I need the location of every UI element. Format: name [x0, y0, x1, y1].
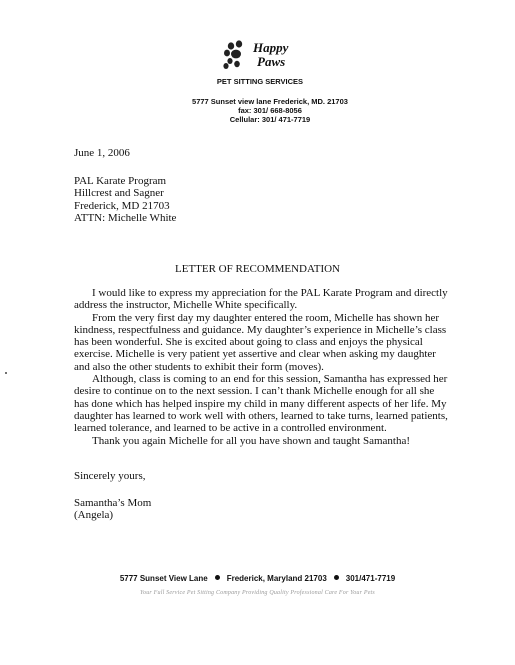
recipient-line: Frederick, MD 21703	[74, 199, 170, 212]
letterhead-cellular: Cellular: 301/ 471-7719	[229, 115, 311, 124]
footer-city: Frederick, Maryland 21703	[226, 574, 327, 583]
service-name: PET SITTING SERVICES	[216, 77, 304, 86]
signature-line: Samantha’s Mom	[74, 497, 152, 509]
letterhead-address: 5777 Sunset view lane Frederick, MD. 21703	[192, 97, 348, 106]
company-logo	[222, 40, 342, 76]
footer-address: 5777 Sunset View Lane	[119, 574, 208, 583]
body-paragraph: From the very first day my daughter entered the room, Michelle has shown her kindness, respectfulness and guidance. My daughter’s experience in Michelle’s class has been wonderful. She is excited about going to class and enjoys the physical exercise. Michelle is very patient yet assertive and clear when asking my daughter and also the other students to exhibit their form (moves).	[74, 311, 447, 373]
letter-date: June 1, 2006	[74, 147, 130, 159]
letterhead-contact	[150, 97, 390, 124]
recipient-block	[74, 175, 176, 224]
logo-text	[253, 41, 288, 69]
body-paragraph: Thank you again Michelle for all you have shown and taught Samantha!	[92, 434, 410, 447]
logo-line-2: Paws	[257, 54, 286, 69]
recipient-line: Hillcrest and Sagner	[74, 187, 164, 200]
scan-speck	[5, 372, 7, 374]
bullet-icon	[334, 575, 339, 580]
body-paragraph: Although, class is coming to an end for this session, Samantha has expressed her desire to continue on to the next session. I can’t thank Michelle enough for all she has done which has helped inspire my child in many different aspects of her life. My daughter has learned to work well with others, learned to take turns, learned patients, learned tolerance, and learned to be active in a controlled environment.	[74, 373, 448, 435]
letter-body	[74, 287, 450, 447]
signature-block	[74, 497, 151, 522]
bullet-icon	[215, 575, 220, 580]
letter-title: LETTER OF RECOMMENDATION	[175, 263, 340, 275]
logo-line-1: Happy	[253, 40, 289, 55]
footer-tagline: Your Full Service Pet Sitting Company Providing Quality Professional Care For Your Pets	[140, 590, 375, 596]
body-paragraph: I would like to express my appreciation for the PAL Karate Program and directly address the instructor, Michelle White specifically.	[74, 287, 448, 312]
signature-line: (Angela)	[74, 509, 114, 522]
recipient-line: PAL Karate Program	[74, 175, 167, 187]
letterhead-fax: fax: 301/ 668-8056	[238, 106, 302, 115]
footer-contact	[0, 574, 515, 583]
closing: Sincerely yours,	[74, 470, 146, 482]
recipient-line: ATTN: Michelle White	[74, 211, 177, 224]
paw-print-icon	[222, 40, 252, 70]
footer-phone: 301/471-7719	[345, 574, 396, 583]
